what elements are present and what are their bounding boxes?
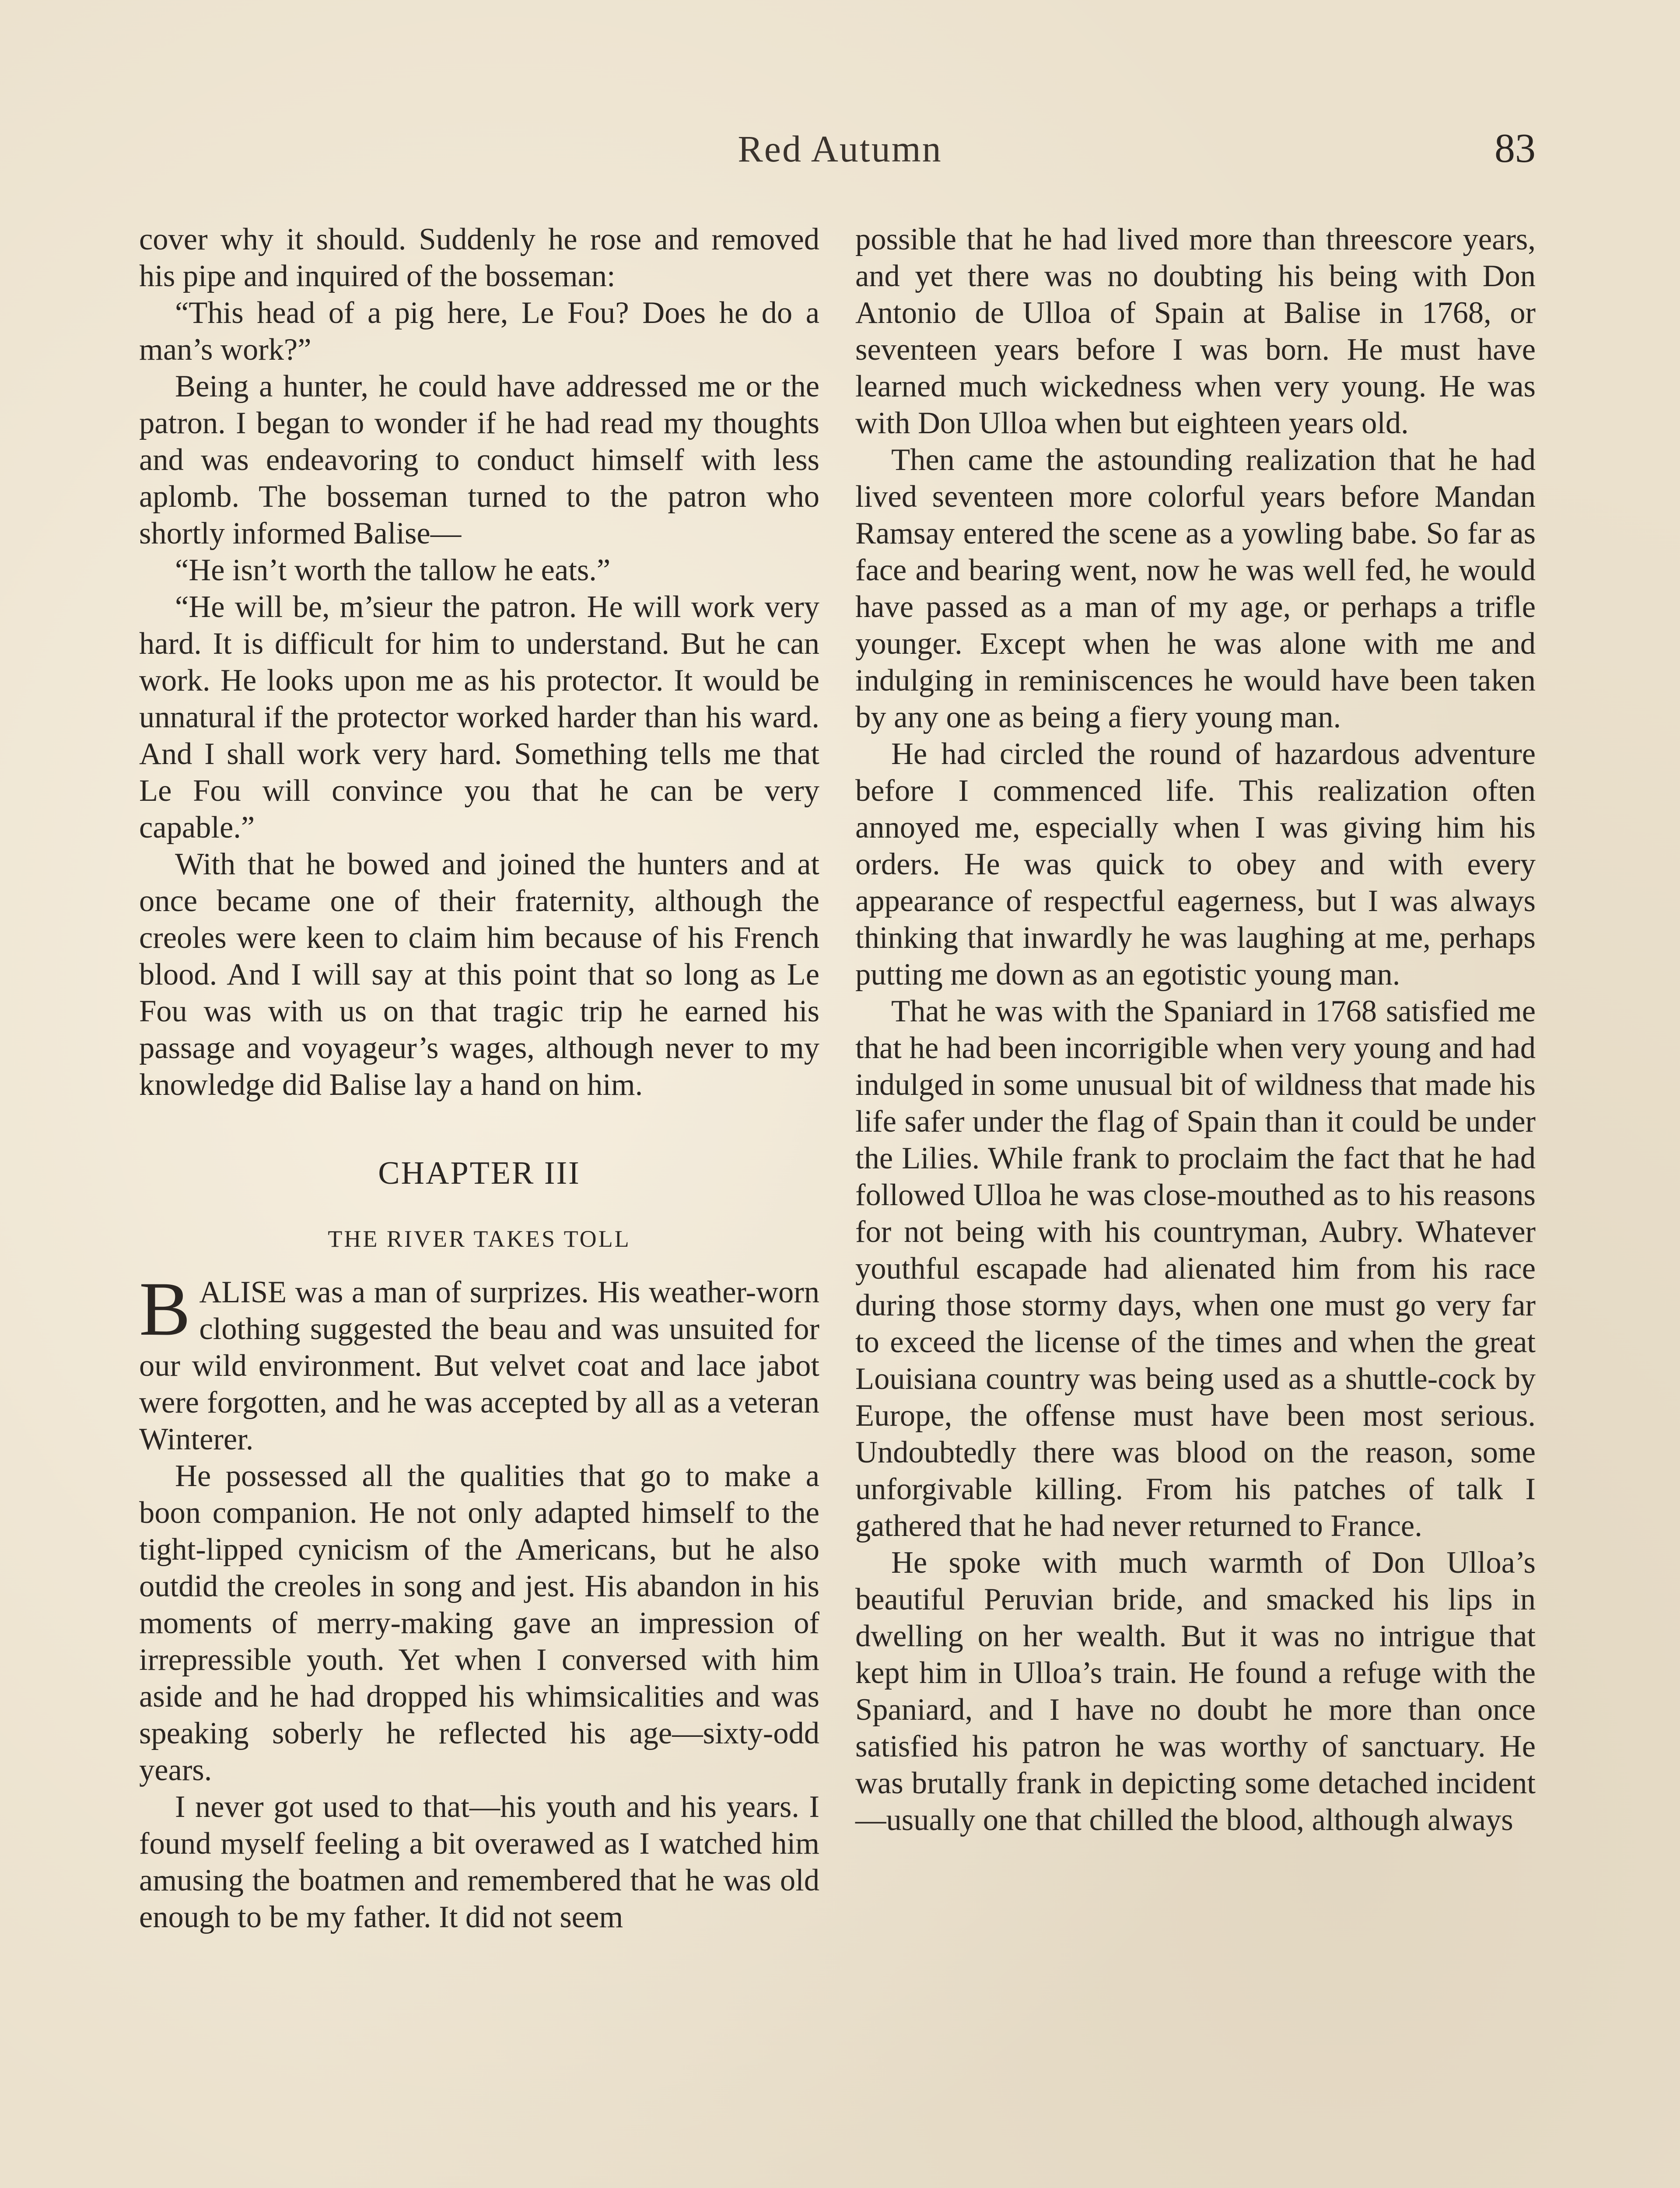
opening-paragraph-text: ALISE was a man of surprizes. His weather-worn clothing suggested the beau and was unsuited for our wild environment. But velvet coat and lace jabot were forgotten, and he was accepted by all as a veteran Winterer. <box>139 1275 819 1456</box>
drop-cap: B <box>139 1266 191 1352</box>
chapter-title: CHAPTER III <box>378 1155 581 1191</box>
chapter-subtitle: THE RIVER TAKES TOLL <box>328 1226 631 1252</box>
paragraph: He spoke with much warmth of Don Ulloa’s beautiful Peruvian bride, and smacked his lips in dwelling on her wealth. But it was no intrigue that kept him in Ulloa’s train. He found a refuge with the Spaniard, and I have no doubt he more than once satisfied his patron he was worthy of sanctuary. He was brutally frank in depicting some detached incident—usually one that chilled the blood, although always <box>855 1546 1536 1837</box>
paragraph: Being a hunter, he could have addressed me or the patron. I began to wonder if he had read my thoughts and was endeavoring to conduct himself with less aplomb. The bosseman turned to the patron who shortly informed Balise— <box>139 369 819 551</box>
paragraph: “He isn’t worth the tallow he eats.” <box>175 553 611 587</box>
right-column-text <box>855 221 1536 1838</box>
paragraph: That he was with the Spaniard in 1768 satisfied me that he had been incorrigible when very young and had indulged in some unusual bit of wildness that made his life safer under the flag of Spain than it could be under the Lilies. While frank to proclaim the fact that he had followed Ulloa he was close-mouthed as to his reasons for not being with his countryman, Aubry. Whatever youthful escapade had alienated him from his race during those stormy days, when one must go very far to exceed the license of the times and when the great Louisiana country was being used as a shuttle-cock by Europe, the offense must have been most serious. Undoubtedly there was blood on the reason, some unforgivable killing. From his patches of talk I gathered that he had never returned to France. <box>855 994 1536 1543</box>
left-column-text-before-chapter <box>139 221 819 1103</box>
paragraph: “This head of a pig here, Le Fou? Does he do a man’s work?” <box>139 296 819 367</box>
running-head: Red Autumn <box>738 128 942 170</box>
paragraph: cover why it should. Suddenly he rose and removed his pipe and inquired of the bosseman: <box>139 222 819 293</box>
chapter-heading <box>139 1155 819 1194</box>
paragraph: He had circled the round of hazardous adventure before I commenced life. This realization often annoyed me, especially when I was giving him his orders. He was quick to obey and with every appearance of respectful eagerness, but I was always thinking that inwardly he was laughing at me, perhaps putting me down as an egotistic young man. <box>855 737 1536 992</box>
page-number: 83 <box>1494 126 1536 171</box>
right-column <box>855 221 1536 1838</box>
opening-paragraph <box>139 1266 819 1458</box>
paragraph: I never got used to that—his youth and his years. I found myself feeling a bit overawed as I watched him amusing the boatmen and remembered that he was old enough to be my father. It did not seem <box>139 1790 819 1934</box>
paragraph: He possessed all the qualities that go to make a boon companion. He not only adapted himself to the tight-lipped cynicism of the Americans, but he also outdid the creoles in song and jest. His abandon in his moments of merry-making gave an impression of irrepressible youth. Yet when I conversed with him aside and he had dropped his whimsicalities and was speaking soberly he reflected his age—sixty-odd years. <box>139 1459 819 1787</box>
left-column <box>139 221 819 1936</box>
left-column-text-after-chapter <box>139 1458 819 1936</box>
paragraph: Then came the astounding realization that he had lived seventeen more colorful years before Mandan Ramsay entered the scene as a yowling babe. So far as face and bearing went, now he was well fed, he would have passed as a man of my age, or perhaps a trifle younger. Except when he was alone with me and indulging in reminiscences he would have been taken by any one as being a fiery young man. <box>855 443 1536 734</box>
paragraph: With that he bowed and joined the hunters and at once became one of their fraternity, although the creoles were keen to claim him because of his French blood. And I will say at this point that so long as Le Fou was with us on that tragic trip he earned his passage and voyageur’s wages, although never to my knowledge did Balise lay a hand on him. <box>139 847 819 1102</box>
paragraph: possible that he had lived more than threescore years, and yet there was no doubting his being with Don Antonio de Ulloa of Spain at Balise in 1768, or seventeen years before I was born. He must have learned much wickedness when very young. He was with Don Ulloa when but eighteen years old. <box>855 222 1536 440</box>
paragraph: “He will be, m’sieur the patron. He will work very hard. It is difficult for him to understand. But he can work. He looks upon me as his protector. It would be unnatural if the protector worked harder than his ward. And I shall work very hard. Something tells me that Le Fou will convince you that he can be very capable.” <box>139 590 819 845</box>
